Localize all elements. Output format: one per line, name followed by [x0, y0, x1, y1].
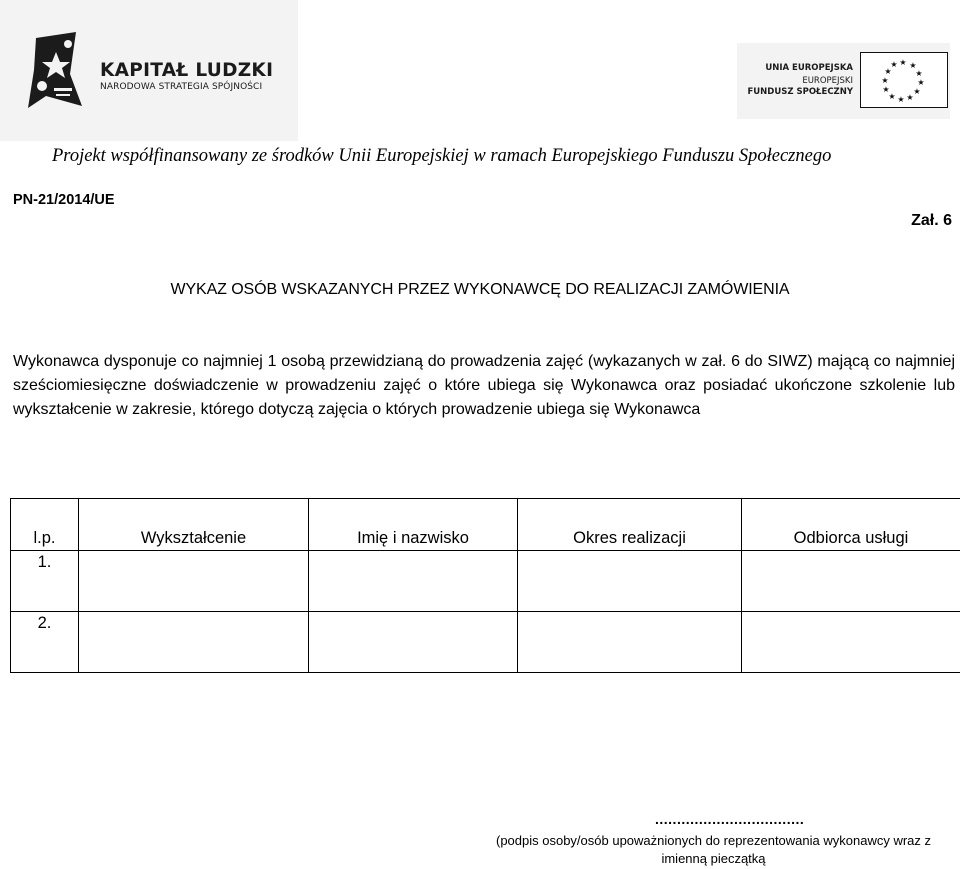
svg-text:★: ★ — [897, 95, 905, 104]
eu-logo — [737, 43, 950, 119]
kapital-ludzki-logo — [0, 0, 298, 141]
row-number: 2. — [11, 612, 79, 673]
kapital-ludzki-star-icon — [26, 30, 86, 110]
cell-education[interactable] — [79, 551, 309, 612]
cell-name[interactable] — [309, 612, 518, 673]
eu-line-3: FUNDUSZ SPOŁECZNY — [747, 87, 853, 97]
persons-table — [10, 498, 960, 673]
document-heading: WYKAZ OSÓB WSKAZANYCH PRZEZ WYKONAWCĘ DO REALIZACJI ZAMÓWIENIA — [170, 281, 790, 298]
svg-text:★: ★ — [881, 76, 889, 85]
cell-recipient[interactable] — [742, 612, 960, 673]
cell-recipient[interactable] — [742, 551, 960, 612]
header-recipient: Odbiorca usługi — [742, 499, 960, 551]
header-name: Imię i nazwisko — [309, 499, 518, 551]
kapital-ludzki-subtitle: NARODOWA STRATEGIA SPÓJNOŚCI — [100, 82, 263, 92]
cell-education[interactable] — [79, 612, 309, 673]
svg-text:★: ★ — [882, 85, 890, 94]
project-cofinancing-line: Projekt współfinansowany ze środków Unii Europejskiej w ramach Europejskiego Funduszu Społecznego — [52, 146, 832, 166]
kapital-ludzki-name: KAPITAŁ LUDZKI — [100, 60, 274, 81]
svg-text:★: ★ — [917, 78, 925, 87]
svg-text:★: ★ — [909, 61, 917, 70]
attachment-label: Zał. 6 — [911, 212, 952, 229]
header-lp: l.p. — [11, 499, 79, 551]
svg-text:★: ★ — [913, 87, 921, 96]
table-row — [11, 612, 960, 673]
header-period: Okres realizacji — [518, 499, 742, 551]
cell-name[interactable] — [309, 551, 518, 612]
svg-text:★: ★ — [915, 69, 923, 78]
svg-text:★: ★ — [890, 60, 898, 69]
signature-dots: .................................. — [655, 811, 805, 827]
header-education: Wykształcenie — [79, 499, 309, 551]
cell-period[interactable] — [518, 612, 742, 673]
row-number: 1. — [11, 551, 79, 612]
svg-text:★: ★ — [906, 93, 914, 102]
signature-caption: (podpis osoby/osób upoważnionych do reprezentowania wykonawcy wraz z imienną pieczątką — [495, 833, 932, 866]
body-paragraph: Wykonawca dysponuje co najmniej 1 osobą przewidzianą do prowadzenia zajęć (wykazanych w zał. 6 do SIWZ) mającą co najmniej sześciomiesięczne doświadczenie w prowadzeniu zajęć o które ubiega się Wykonawca oraz posiadać ukończone szkolenie lub wykształcenie w zakresie, którego dotyczą zajęcia o których prowadzenie ubiega się Wykonawca — [13, 353, 955, 418]
reference-number: PN-21/2014/UE — [13, 192, 115, 208]
table-row — [11, 551, 960, 612]
cell-period[interactable] — [518, 551, 742, 612]
svg-text:★: ★ — [888, 92, 896, 101]
svg-text:★: ★ — [899, 58, 907, 67]
eu-flag-icon — [860, 52, 948, 108]
svg-text:★: ★ — [884, 67, 892, 76]
eu-line-1: UNIA EUROPEJSKA — [765, 63, 853, 73]
eu-line-2: EUROPEJSKI — [802, 76, 853, 86]
table-header-row — [11, 499, 960, 551]
